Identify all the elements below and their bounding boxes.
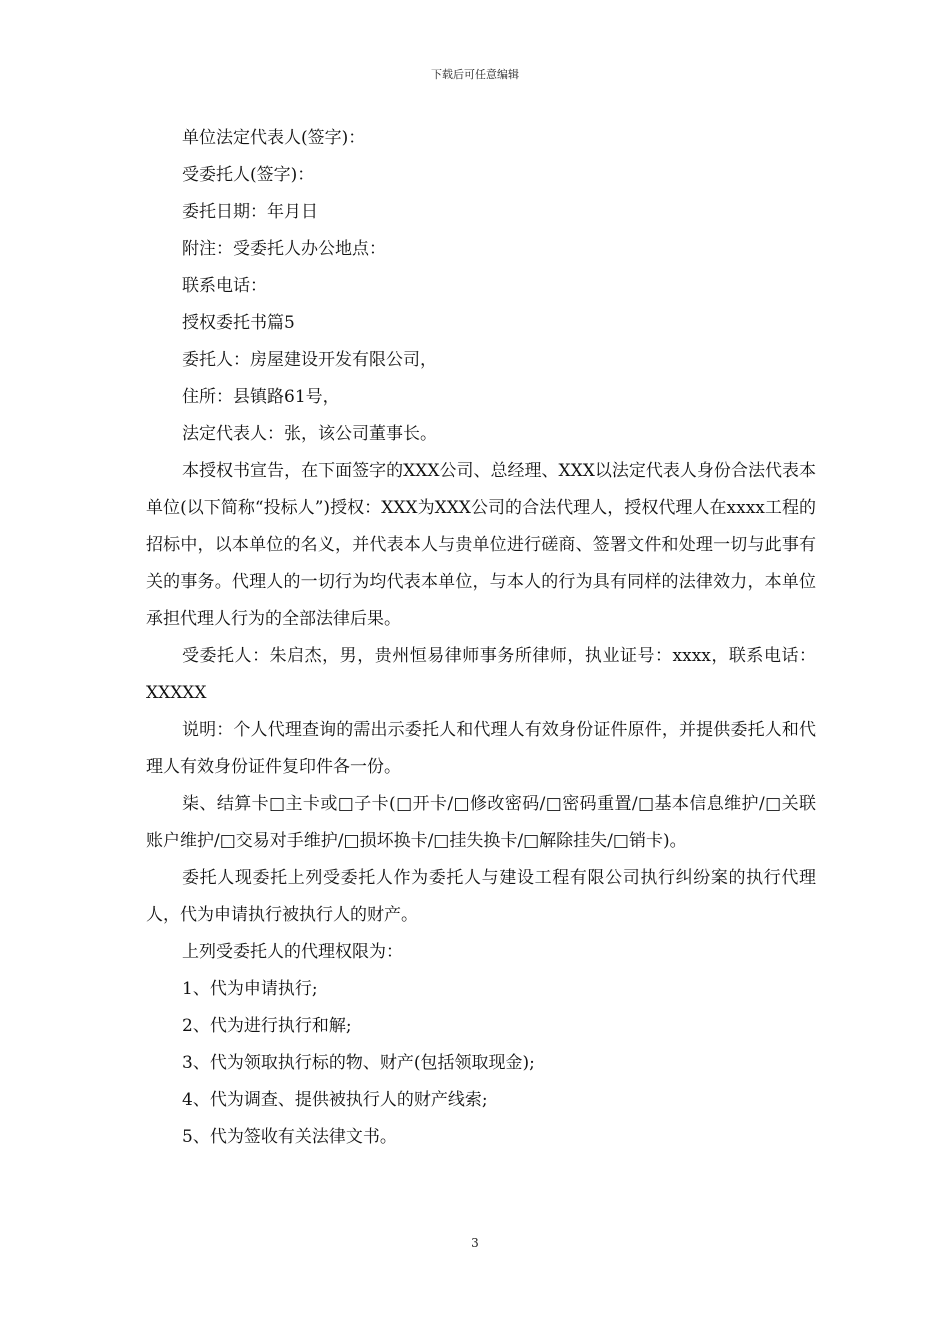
paragraph-entrust-date: 委托日期：年月日 <box>182 202 318 222</box>
document-body <box>146 120 816 1156</box>
list-item: 2、代为进行执行和解; <box>182 1016 352 1036</box>
paragraph-explanation: 说明：个人代理查询的需出示委托人和代理人有效身份证件原件，并提供委托人和代理人有效身份证件复印件各一份。 <box>146 720 816 777</box>
paragraph-note-office: 附注：受委托人办公地点： <box>182 239 386 259</box>
paragraph-agent-info: 受委托人：朱启杰，男，贵州恒易律师事务所律师，执业证号：xxxx，联系电话：XXXXX <box>146 646 816 703</box>
list-item: 4、代为调查、提供被执行人的财产线索; <box>182 1090 488 1110</box>
paragraph-authority-intro: 上列受委托人的代理权限为： <box>182 942 403 962</box>
page-header: 下载后可任意编辑 <box>431 68 519 81</box>
paragraph-settlement-card: 柒、结算卡□主卡或□子卡(□开卡/□修改密码/□密码重置/□基本信息维护/□关联账户维护/□交易对手维护/□损坏换卡/□挂失换卡/□解除挂失/□销卡)。 <box>146 794 816 851</box>
paragraph-legal-representative: 法定代表人：张，该公司董事长。 <box>182 424 437 444</box>
section-title: 授权委托书篇5 <box>182 313 295 333</box>
list-item: 3、代为领取执行标的物、财产(包括领取现金); <box>182 1053 535 1073</box>
list-item: 5、代为签收有关法律文书。 <box>182 1127 397 1147</box>
paragraph-authorization-declaration: 本授权书宣告，在下面签字的XXX公司、总经理、XXX以法定代表人身份合法代表本单位(以下简称“投标人”)授权：XXX为XXX公司的合法代理人，授权代理人在xxxx工程的招标中，以本单位的名义，并代表本人与贵单位进行磋商、签署文件和处理一切与此事有关的事务。代理人的一切行为均代表本单位，与本人的行为具有同样的法律效力，本单位承担代理人行为的全部法律后果。 <box>146 461 816 629</box>
paragraph-principal: 委托人：房屋建设开发有限公司， <box>182 350 437 370</box>
paragraph-contact-phone: 联系电话： <box>182 276 267 296</box>
list-item: 1、代为申请执行; <box>182 979 318 999</box>
paragraph-entrustment: 委托人现委托上列受委托人作为委托人与建设工程有限公司执行纠纷案的执行代理人，代为申请执行被执行人的财产。 <box>146 868 816 925</box>
paragraph-signature-representative: 单位法定代表人(签字)： <box>182 128 366 148</box>
page-number: 3 <box>471 1236 479 1250</box>
paragraph-signature-agent: 受委托人(签字)： <box>182 165 315 185</box>
paragraph-address: 住所：县镇路61号， <box>182 387 340 407</box>
